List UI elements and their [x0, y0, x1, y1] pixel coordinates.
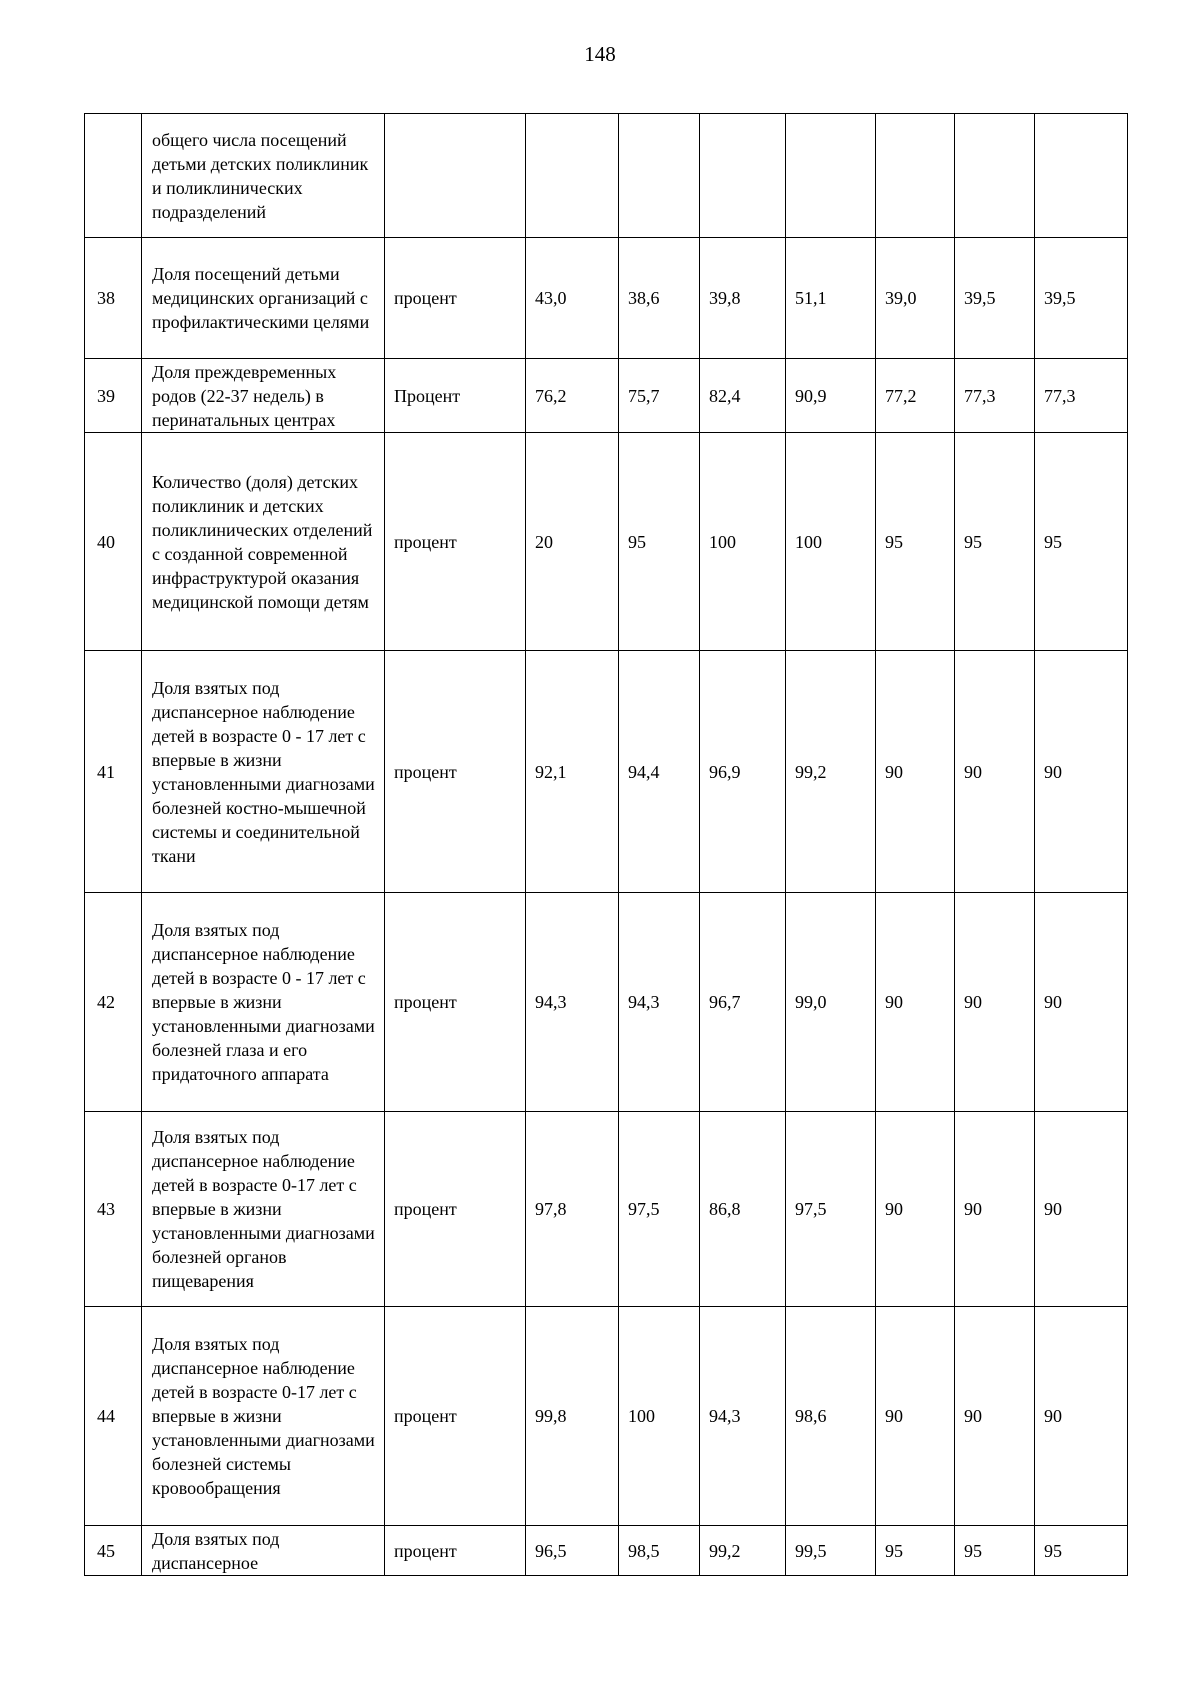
value-cell: 39,5 — [955, 238, 1035, 359]
value-cell: 43,0 — [526, 238, 619, 359]
table-row — [85, 238, 1128, 359]
value-cell: 77,3 — [1035, 359, 1128, 433]
page-number: 148 — [584, 42, 616, 66]
unit-cell: процент — [385, 1526, 526, 1576]
unit-cell: процент — [385, 651, 526, 893]
value-cell: 92,1 — [526, 651, 619, 893]
indicators-table — [84, 113, 1128, 1576]
value-cell — [955, 114, 1035, 238]
value-cell: 38,6 — [619, 238, 700, 359]
unit-cell: Процент — [385, 359, 526, 433]
value-cell: 90 — [955, 1307, 1035, 1526]
value-cell: 95 — [1035, 433, 1128, 651]
value-cell: 97,5 — [786, 1112, 876, 1307]
value-cell: 90,9 — [786, 359, 876, 433]
row-number-cell: 38 — [85, 238, 142, 359]
unit-cell: процент — [385, 238, 526, 359]
value-cell: 95 — [955, 433, 1035, 651]
value-cell: 99,0 — [786, 893, 876, 1112]
value-cell: 86,8 — [700, 1112, 786, 1307]
value-cell: 95 — [955, 1526, 1035, 1576]
row-number-cell: 45 — [85, 1526, 142, 1576]
table-row — [85, 433, 1128, 651]
value-cell: 77,2 — [876, 359, 955, 433]
value-cell — [619, 114, 700, 238]
table-row — [85, 651, 1128, 893]
value-cell: 98,5 — [619, 1526, 700, 1576]
table-row — [85, 1526, 1128, 1576]
value-cell: 95 — [876, 1526, 955, 1576]
value-cell: 99,2 — [786, 651, 876, 893]
value-cell: 100 — [786, 433, 876, 651]
value-cell: 39,5 — [1035, 238, 1128, 359]
indicator-name-cell: Доля взятых под диспансерное наблюдение детей в возрасте 0-17 лет с впервые в жизни установленными диагнозами болезней органов пищеварения — [142, 1112, 385, 1307]
indicator-name-cell: Доля взятых под диспансерное наблюдение детей в возрасте 0-17 лет с впервые в жизни установленными диагнозами болезней системы кровообращения — [142, 1307, 385, 1526]
row-number-cell: 44 — [85, 1307, 142, 1526]
indicator-name-cell: Доля преждевременных родов (22-37 недель) в перинатальных центрах — [142, 359, 385, 433]
value-cell: 99,5 — [786, 1526, 876, 1576]
indicator-name-cell: Доля посещений детьми медицинских организаций с профилактическими целями — [142, 238, 385, 359]
row-number-cell: 43 — [85, 1112, 142, 1307]
table-row — [85, 114, 1128, 238]
indicator-name-cell: Количество (доля) детских поликлиник и детских поликлинических отделений с созданной современной инфраструктурой оказания медицинской помощи детям — [142, 433, 385, 651]
value-cell: 75,7 — [619, 359, 700, 433]
value-cell: 94,3 — [619, 893, 700, 1112]
value-cell: 20 — [526, 433, 619, 651]
value-cell: 95 — [1035, 1526, 1128, 1576]
value-cell: 39,8 — [700, 238, 786, 359]
value-cell: 39,0 — [876, 238, 955, 359]
row-number-cell: 41 — [85, 651, 142, 893]
value-cell: 76,2 — [526, 359, 619, 433]
indicator-name-cell: Доля взятых под диспансерное наблюдение детей в возрасте 0 - 17 лет с впервые в жизни установленными диагнозами болезней костно-мышечной системы и соединительной ткани — [142, 651, 385, 893]
value-cell: 95 — [876, 433, 955, 651]
value-cell — [526, 114, 619, 238]
value-cell: 94,3 — [700, 1307, 786, 1526]
indicator-name-cell: Доля взятых под диспансерное наблюдение детей в возрасте 0 - 17 лет с впервые в жизни установленными диагнозами болезней глаза и его придаточного аппарата — [142, 893, 385, 1112]
value-cell: 90 — [876, 893, 955, 1112]
value-cell: 100 — [700, 433, 786, 651]
value-cell: 100 — [619, 1307, 700, 1526]
value-cell: 90 — [955, 893, 1035, 1112]
unit-cell: процент — [385, 1307, 526, 1526]
row-number-cell: 40 — [85, 433, 142, 651]
table-row — [85, 893, 1128, 1112]
value-cell: 90 — [876, 651, 955, 893]
value-cell — [1035, 114, 1128, 238]
value-cell: 77,3 — [955, 359, 1035, 433]
value-cell: 90 — [876, 1112, 955, 1307]
value-cell: 90 — [1035, 1307, 1128, 1526]
indicator-name-cell: Доля взятых под диспансерное — [142, 1526, 385, 1576]
table-row — [85, 1112, 1128, 1307]
unit-cell — [385, 114, 526, 238]
unit-cell: процент — [385, 1112, 526, 1307]
table-row — [85, 359, 1128, 433]
value-cell: 51,1 — [786, 238, 876, 359]
value-cell: 98,6 — [786, 1307, 876, 1526]
value-cell: 90 — [1035, 1112, 1128, 1307]
value-cell: 82,4 — [700, 359, 786, 433]
unit-cell: процент — [385, 893, 526, 1112]
row-number-cell — [85, 114, 142, 238]
value-cell — [876, 114, 955, 238]
value-cell: 97,5 — [619, 1112, 700, 1307]
indicator-name-cell: общего числа посещений детьми детских поликлиник и поликлинических подразделений — [142, 114, 385, 238]
unit-cell: процент — [385, 433, 526, 651]
value-cell: 90 — [1035, 893, 1128, 1112]
table-row — [85, 1307, 1128, 1526]
value-cell: 94,3 — [526, 893, 619, 1112]
value-cell: 96,5 — [526, 1526, 619, 1576]
value-cell: 90 — [955, 1112, 1035, 1307]
value-cell: 97,8 — [526, 1112, 619, 1307]
value-cell — [786, 114, 876, 238]
value-cell: 95 — [619, 433, 700, 651]
value-cell — [700, 114, 786, 238]
value-cell: 96,9 — [700, 651, 786, 893]
value-cell: 90 — [1035, 651, 1128, 893]
value-cell: 99,8 — [526, 1307, 619, 1526]
value-cell: 96,7 — [700, 893, 786, 1112]
value-cell: 99,2 — [700, 1526, 786, 1576]
value-cell: 90 — [876, 1307, 955, 1526]
row-number-cell: 39 — [85, 359, 142, 433]
value-cell: 94,4 — [619, 651, 700, 893]
row-number-cell: 42 — [85, 893, 142, 1112]
value-cell: 90 — [955, 651, 1035, 893]
table-body — [85, 114, 1128, 1576]
